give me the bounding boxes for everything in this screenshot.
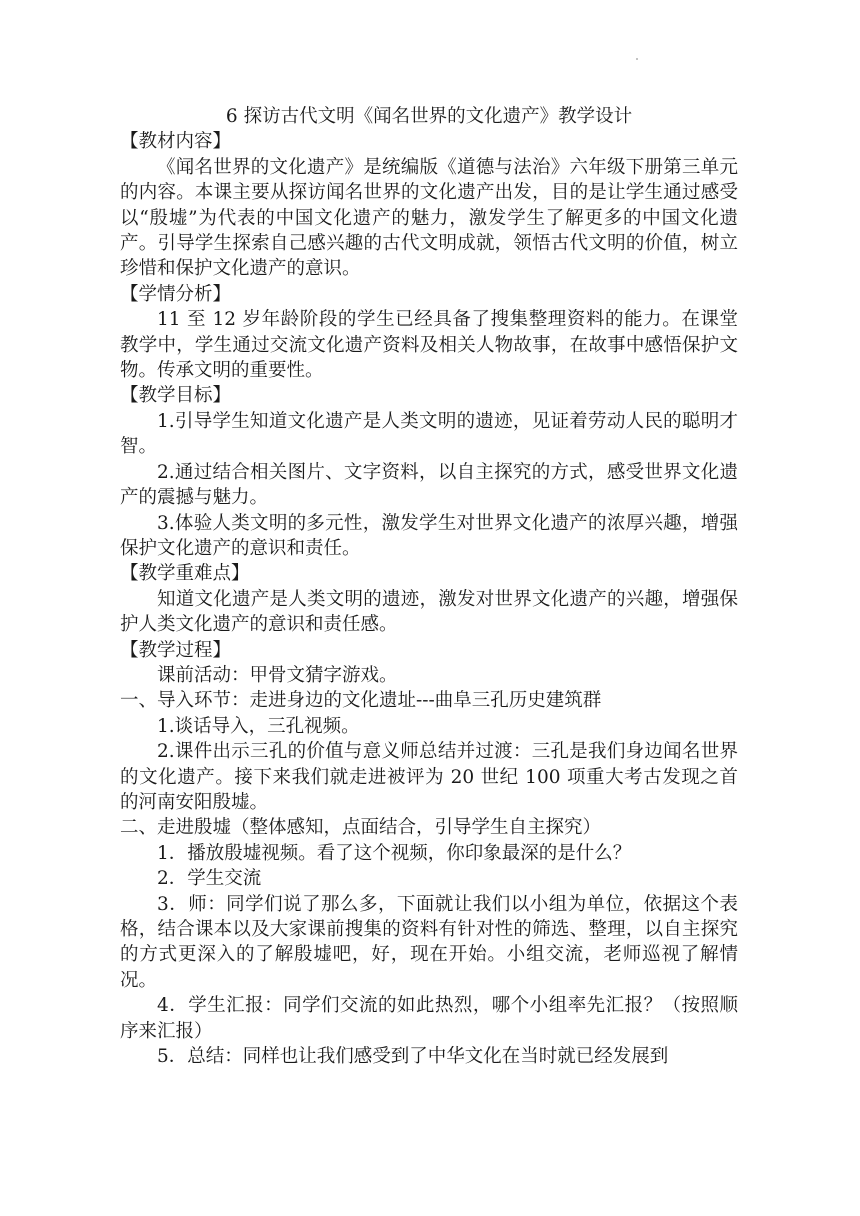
teaching-goal-item: 1.引导学生知道文化遗产是人类文明的遗迹，见证着劳动人民的聪明才智。 (120, 410, 738, 458)
process-part-two-heading: 二、走进殷墟（整体感知，点面结合，引导学生自主探究） (120, 817, 602, 839)
process-step-item: 5．总结：同样也让我们感受到了中华文化在当时就已经发展到 (157, 1046, 669, 1068)
section-heading-teaching-process: 【教学过程】 (120, 639, 232, 661)
pre-class-activity: 课前活动：甲骨文猜字游戏。 (157, 664, 398, 686)
process-step-item: 1.谈话导入，三孔视频。 (157, 715, 360, 737)
process-step-item: 2.课件出示三孔的价值与意义师总结并过渡：三孔是我们身边闻名世界的文化遗产。接下来我们就走进被评为 20 世纪 100 项重大考古发现之首的河南安阳殷墟。 (120, 741, 738, 813)
section-heading-teaching-goals: 【教学目标】 (120, 385, 232, 407)
process-part-one-heading: 一、导入环节：走进身边的文化遗址---曲阜三孔历史建筑群 (120, 690, 602, 712)
key-points-paragraph: 知道文化遗产是人类文明的遗迹，激发对世界文化遗产的兴趣，增强保护人类文化遗产的意识和责任感。 (120, 588, 738, 636)
teaching-goal-item: 3.体验人类文明的多元性，激发学生对世界文化遗产的浓厚兴趣，增强保护文化遗产的意识和责任。 (120, 512, 738, 559)
page-marker-dot (636, 58, 638, 60)
section-heading-textbook-content: 【教材内容】 (120, 131, 232, 153)
learner-analysis-paragraph: 11 至 12 岁年龄阶段的学生已经具备了搜集整理资料的能力。在课堂教学中，学生通过交流文化遗产资料及相关人物故事，在故事中感悟保护文物。传承文明的重要性。 (120, 309, 738, 382)
document-body (120, 104, 738, 1069)
process-step-item: 4．学生汇报：同学们交流的如此热烈，哪个小组率先汇报？（按照顺序来汇报） (120, 995, 738, 1042)
textbook-content-paragraph: 《闻名世界的文化遗产》是统编版《道德与法治》六年级下册第三单元的内容。本课主要从探访闻名世界的文化遗产出发，目的是让学生通过感受以“殷墟”为代表的中国文化遗产的魅力，激发学生了解更多的中国文化遗产。引导学生探索自己感兴趣的古代文明成就，领悟古代文明的价值，树立珍惜和保护文化遗产的意识。 (120, 156, 738, 280)
document-title: 6 探访古代文明《闻名世界的文化遗产》教学设计 (225, 106, 633, 127)
section-heading-key-points: 【教学重难点】 (120, 563, 250, 585)
teaching-goal-item: 2.通过结合相关图片、文字资料，以自主探究的方式，感受世界文化遗产的震撼与魅力。 (120, 461, 738, 509)
section-heading-learner-analysis: 【学情分析】 (120, 283, 232, 305)
process-step-item: 3．师：同学们说了那么多，下面就让我们以小组为单位，依据这个表格，结合课本以及大家课前搜集的资料有针对性的筛选、整理，以自主探究的方式更深入的了解殷墟吧，好，现在开始。小组交流，老师巡视了解情况。 (120, 893, 738, 991)
process-step-item: 1．播放殷墟视频。看了这个视频，你印象最深的是什么？ (157, 842, 632, 864)
process-step-item: 2．学生交流 (157, 868, 262, 890)
